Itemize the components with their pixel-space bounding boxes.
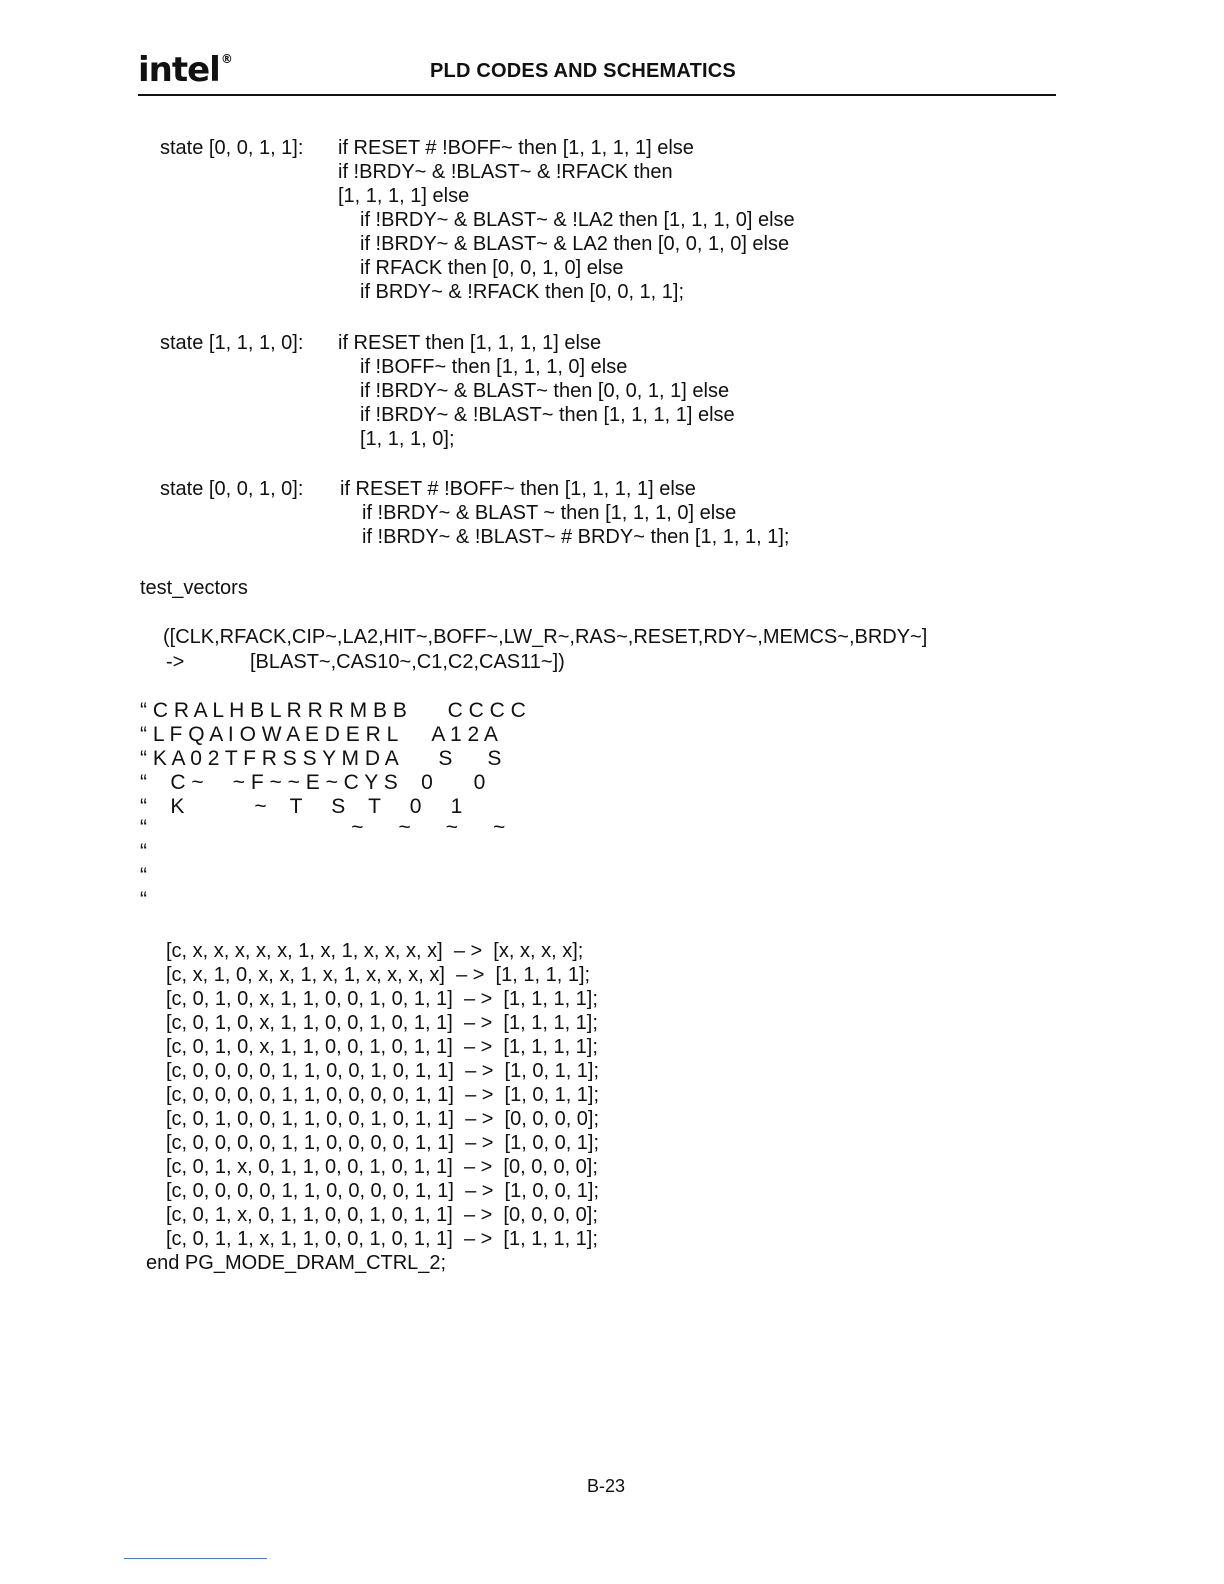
test-vector-row: [c, 0, 1, 1, x, 1, 1, 0, 0, 1, 0, 1, 1] – > [1, 1, 1, 1]; <box>166 1228 598 1250</box>
vector-header-row: “ <box>140 888 147 911</box>
vector-header-row: “ C R A L H B L R R R M B B C C C C <box>140 699 526 722</box>
code-line: if !BRDY~ & BLAST~ & !LA2 then [1, 1, 1, 0] else <box>360 209 795 231</box>
page-header-title: PLD CODES AND SCHEMATICS <box>430 60 736 82</box>
intel-logo <box>138 50 232 90</box>
code-line: if !BRDY~ & !BLAST~ then [1, 1, 1, 1] else <box>360 404 735 426</box>
code-line: if !BRDY~ & BLAST~ & LA2 then [0, 0, 1, 0] else <box>360 233 790 255</box>
vector-header-row: “ K A 0 2 T F R S S Y M D A S S <box>140 747 502 770</box>
signal-list-arrow: -> <box>166 651 185 673</box>
vector-header-row: “ L F Q A I O W A E D E R L A 1 2 A <box>140 723 498 746</box>
registered-mark: ® <box>220 52 232 66</box>
test-vector-row: [c, 0, 1, x, 0, 1, 1, 0, 0, 1, 0, 1, 1] – > [0, 0, 0, 0]; <box>166 1156 598 1178</box>
code-line: if RFACK then [0, 0, 1, 0] else <box>360 257 624 279</box>
test-vector-row: [c, 0, 0, 0, 0, 1, 1, 0, 0, 0, 0, 1, 1] – > [1, 0, 1, 1]; <box>166 1084 600 1106</box>
code-line: [1, 1, 1, 0]; <box>360 428 455 450</box>
state-label: state [1, 1, 1, 0]: <box>160 332 304 354</box>
vector-header-row: “ <box>140 864 147 887</box>
logo-text: intel <box>138 50 220 90</box>
state-label: state [0, 0, 1, 1]: <box>160 137 304 159</box>
footer-link-underline <box>124 1558 267 1559</box>
test-vector-row: [c, 0, 1, x, 0, 1, 1, 0, 0, 1, 0, 1, 1] – > [0, 0, 0, 0]; <box>166 1204 598 1226</box>
code-line: if RESET then [1, 1, 1, 1] else <box>338 332 602 354</box>
code-line: if !BRDY~ & !BLAST~ & !RFACK then <box>338 161 673 183</box>
test-vector-row: [c, 0, 1, 0, x, 1, 1, 0, 0, 1, 0, 1, 1] – > [1, 1, 1, 1]; <box>166 988 598 1010</box>
code-line: if RESET # !BOFF~ then [1, 1, 1, 1] else <box>340 478 696 500</box>
test-vector-row: [c, 0, 0, 0, 0, 1, 1, 0, 0, 0, 0, 1, 1] – > [1, 0, 0, 1]; <box>166 1132 600 1154</box>
test-vector-row: [c, x, 1, 0, x, x, 1, x, 1, x, x, x, x] – > [1, 1, 1, 1]; <box>166 964 591 986</box>
test-vector-row: [c, 0, 0, 0, 0, 1, 1, 0, 0, 1, 0, 1, 1] – > [1, 0, 1, 1]; <box>166 1060 600 1082</box>
code-line: if !BRDY~ & !BLAST~ # BRDY~ then [1, 1, 1, 1]; <box>362 526 790 548</box>
code-line: if !BOFF~ then [1, 1, 1, 0] else <box>360 356 628 378</box>
page-number: B-23 <box>587 1476 626 1496</box>
code-line: if !BRDY~ & BLAST ~ then [1, 1, 1, 0] else <box>362 502 737 524</box>
test-vectors-keyword: test_vectors <box>140 577 248 599</box>
test-vector-row: [c, 0, 1, 0, 0, 1, 1, 0, 0, 1, 0, 1, 1] – > [0, 0, 0, 0]; <box>166 1108 600 1130</box>
code-line: [1, 1, 1, 1] else <box>338 185 470 207</box>
code-line: if !BRDY~ & BLAST~ then [0, 0, 1, 1] else <box>360 380 730 402</box>
test-vector-row: [c, 0, 0, 0, 0, 1, 1, 0, 0, 0, 0, 1, 1] – > [1, 0, 0, 1]; <box>166 1180 600 1202</box>
vector-header-row: “ K ~ T S T 0 1 <box>140 795 463 818</box>
vector-header-row: “ <box>140 840 147 863</box>
signal-list-outputs: [BLAST~,CAS10~,C1,C2,CAS11~]) <box>250 651 565 673</box>
code-line: if RESET # !BOFF~ then [1, 1, 1, 1] else <box>338 137 694 159</box>
vector-header-row: “ ~ ~ ~ ~ <box>140 816 506 839</box>
code-line: if BRDY~ & !RFACK then [0, 0, 1, 1]; <box>360 281 685 303</box>
signal-list-inputs: ([CLK,RFACK,CIP~,LA2,HIT~,BOFF~,LW_R~,RAS~,RESET,RDY~,MEMCS~,BRDY~] <box>163 626 928 648</box>
header-divider <box>138 94 1056 96</box>
test-vector-row: [c, x, x, x, x, x, 1, x, 1, x, x, x, x] – > [x, x, x, x]; <box>166 940 584 962</box>
test-vector-row: [c, 0, 1, 0, x, 1, 1, 0, 0, 1, 0, 1, 1] – > [1, 1, 1, 1]; <box>166 1012 598 1034</box>
test-vector-row: [c, 0, 1, 0, x, 1, 1, 0, 0, 1, 0, 1, 1] – > [1, 1, 1, 1]; <box>166 1036 598 1058</box>
module-end-line: end PG_MODE_DRAM_CTRL_2; <box>146 1252 447 1274</box>
state-label: state [0, 0, 1, 0]: <box>160 478 304 500</box>
vector-header-row: “ C ~ ~ F ~ ~ E ~ C Y S 0 0 <box>140 771 486 794</box>
